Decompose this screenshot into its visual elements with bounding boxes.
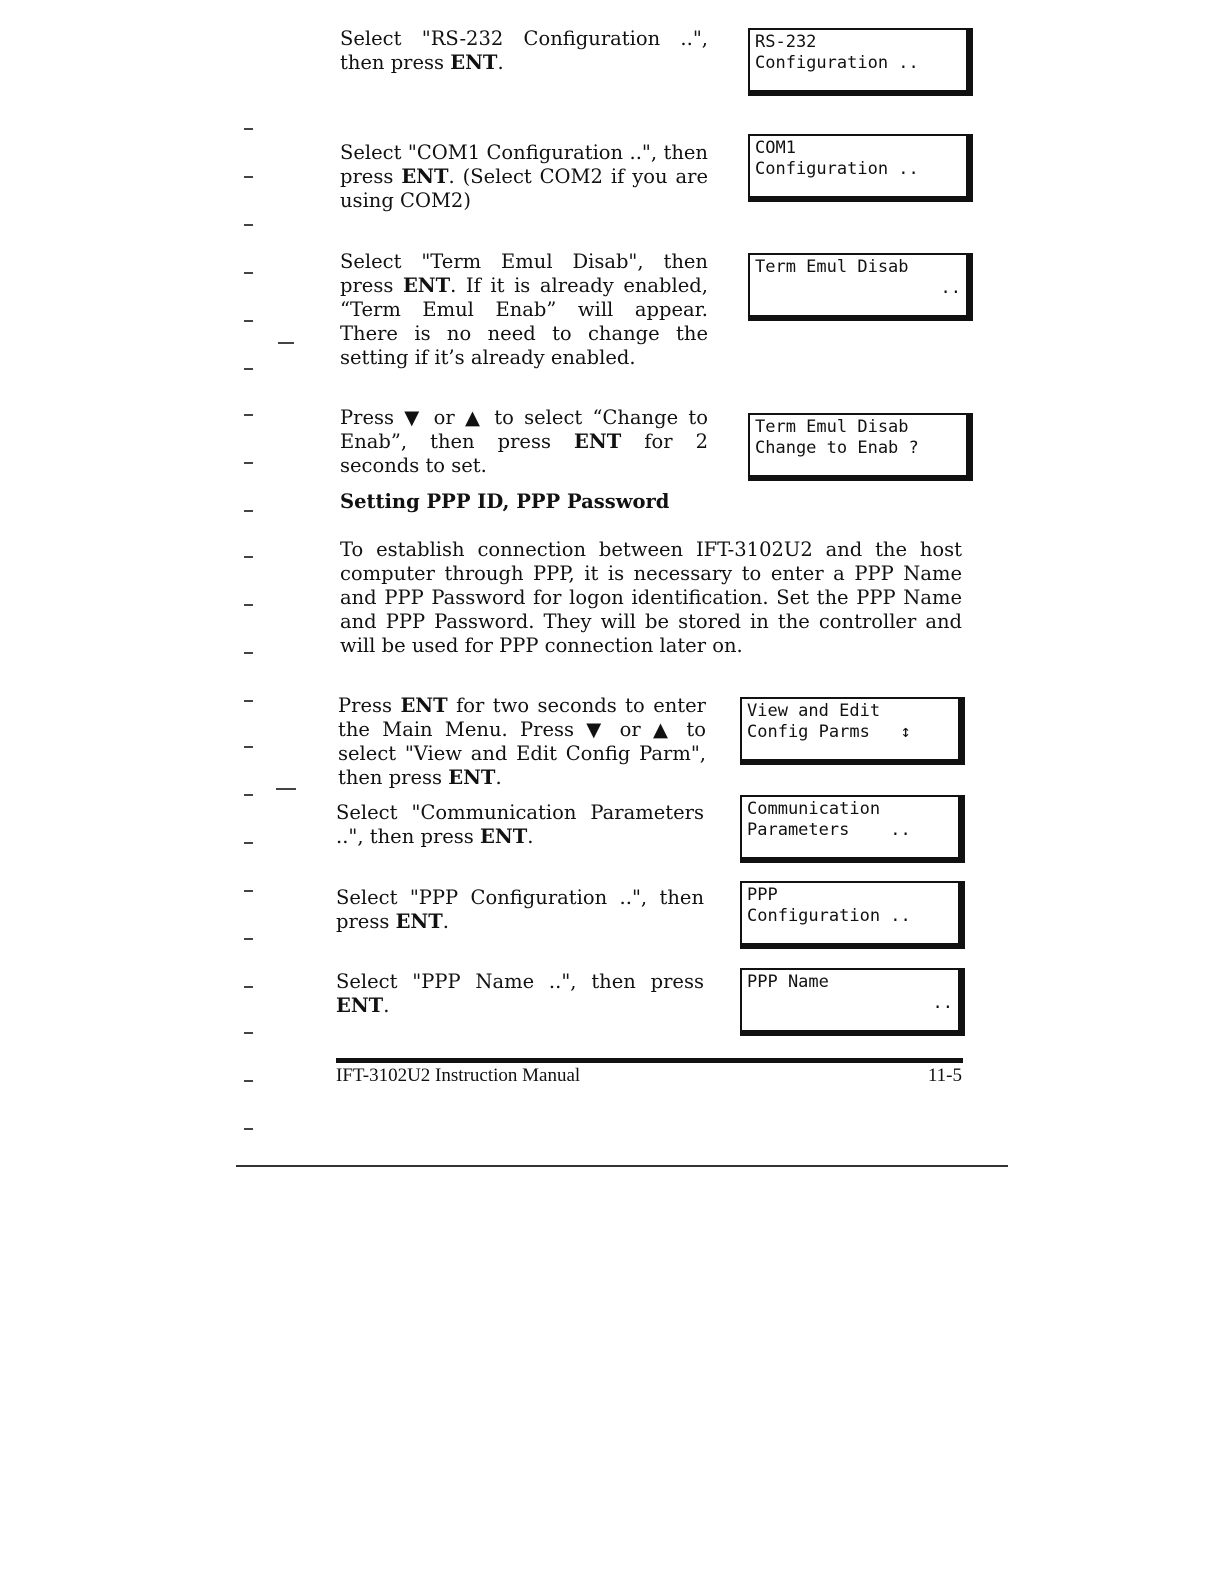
- section-paragraph: To establish connection between IFT-3102U2 and the host computer through PPP, it is necessary to enter a PPP Name and PPP Password for logon identification. Set the PPP Name and PPP Password. They will be stored in the controller and will be used for PPP connection later on.: [340, 538, 962, 657]
- scan-mark: [276, 788, 296, 790]
- lcd-line-2: ..: [940, 278, 961, 298]
- lcd-line-1: Term Emul Disab: [755, 417, 909, 437]
- scan-mark: [244, 272, 253, 274]
- key-name: ENT: [401, 165, 449, 188]
- scan-mark: [244, 368, 253, 370]
- scan-mark: [244, 1128, 253, 1130]
- scan-mark: [244, 986, 253, 988]
- scan-mark: [244, 700, 253, 702]
- section-heading: Setting PPP ID, PPP Password: [340, 490, 670, 513]
- instruction-text: .: [383, 994, 390, 1017]
- instruction-text: Press ▼ or ▲ to select “Change to Enab”, then press: [340, 406, 708, 453]
- key-name: ENT: [448, 766, 496, 789]
- lcd-display: [740, 881, 965, 949]
- instruction-text: .: [497, 51, 504, 74]
- instruction-text: for 2 seconds to set.: [340, 430, 708, 477]
- scan-mark: [244, 510, 253, 512]
- step-4-text: [340, 406, 708, 478]
- key-name: ENT: [395, 910, 443, 933]
- step-7-text: [336, 886, 704, 934]
- instruction-text: for two seconds to enter the Main Menu. Press ▼ or ▲ to select "View and Edit Config Parm", then press: [338, 694, 706, 789]
- scan-edge-line: [236, 1165, 1008, 1167]
- lcd-display: [740, 968, 965, 1036]
- lcd-line-1: PPP: [747, 885, 778, 905]
- key-name: ENT: [450, 51, 498, 74]
- scan-mark: [244, 414, 253, 416]
- lcd-display: [748, 134, 973, 202]
- scan-mark: [244, 224, 253, 226]
- lcd-line-1: RS-232: [755, 32, 817, 52]
- step-3-text: [340, 250, 708, 370]
- instruction-text: Press: [338, 694, 401, 717]
- instruction-text: Select "Communication Parameters ..", then press: [336, 801, 704, 848]
- footer-page-number: 11-5: [927, 1065, 962, 1086]
- scan-mark: [244, 938, 253, 940]
- key-name: ENT: [336, 994, 384, 1017]
- footer-rule: [336, 1058, 963, 1063]
- key-name: ENT: [574, 430, 622, 453]
- lcd-line-2: Configuration ..: [755, 159, 919, 179]
- scan-mark: [278, 342, 294, 344]
- instruction-text: . If it is already enabled, “Term Emul Enab” will appear. There is no need to change the setting if it’s already enabled.: [340, 274, 708, 369]
- instruction-text: . (Select COM2 if you are using COM2): [340, 165, 708, 212]
- scan-mark: [244, 794, 253, 796]
- lcd-line-1: View and Edit: [747, 701, 881, 721]
- scan-mark: [244, 320, 253, 322]
- lcd-line-2: Config Parms ↕: [747, 722, 911, 742]
- scan-mark: [244, 746, 253, 748]
- lcd-display: [748, 413, 973, 481]
- scan-mark: [244, 556, 253, 558]
- scan-mark: [244, 462, 253, 464]
- key-name: ENT: [400, 694, 448, 717]
- scan-mark: [244, 1032, 253, 1034]
- step-5-text: [338, 694, 706, 790]
- lcd-line-1: Communication: [747, 799, 881, 819]
- instruction-text: .: [442, 910, 449, 933]
- lcd-line-2: Change to Enab ?: [755, 438, 919, 458]
- scan-mark: [244, 128, 253, 130]
- footer-manual-title: IFT-3102U2 Instruction Manual: [336, 1065, 581, 1086]
- scan-mark: [244, 842, 253, 844]
- lcd-line-2: Configuration ..: [755, 53, 919, 73]
- lcd-display: [748, 253, 973, 321]
- key-name: ENT: [480, 825, 528, 848]
- lcd-display: [748, 28, 973, 96]
- scan-mark: [244, 1080, 253, 1082]
- lcd-display: [740, 795, 965, 863]
- lcd-display: [740, 697, 965, 765]
- scan-mark: [244, 652, 253, 654]
- instruction-text: Select "Term Emul Disab", then press: [340, 250, 708, 297]
- lcd-line-2: ..: [932, 993, 953, 1013]
- instruction-text: Select "PPP Configuration ..", then press: [336, 886, 704, 933]
- scan-mark: [244, 176, 253, 178]
- lcd-line-2: Configuration ..: [747, 906, 911, 926]
- instruction-text: Select "COM1 Configuration ..", then press: [340, 141, 708, 188]
- step-8-text: [336, 970, 704, 1018]
- step-1-text: [340, 27, 708, 75]
- instruction-text: Select "RS-232 Configuration ..", then press: [340, 27, 708, 74]
- key-name: ENT: [402, 274, 451, 297]
- step-6-text: [336, 801, 704, 849]
- instruction-text: .: [495, 766, 502, 789]
- lcd-line-2: Parameters ..: [747, 820, 911, 840]
- lcd-line-1: PPP Name: [747, 972, 829, 992]
- step-2-text: [340, 141, 708, 213]
- instruction-text: .: [527, 825, 534, 848]
- instruction-text: Select "PPP Name ..", then press: [336, 970, 704, 993]
- lcd-line-1: Term Emul Disab: [755, 257, 909, 277]
- scan-mark: [244, 890, 253, 892]
- scan-mark: [244, 604, 253, 606]
- lcd-line-1: COM1: [755, 138, 796, 158]
